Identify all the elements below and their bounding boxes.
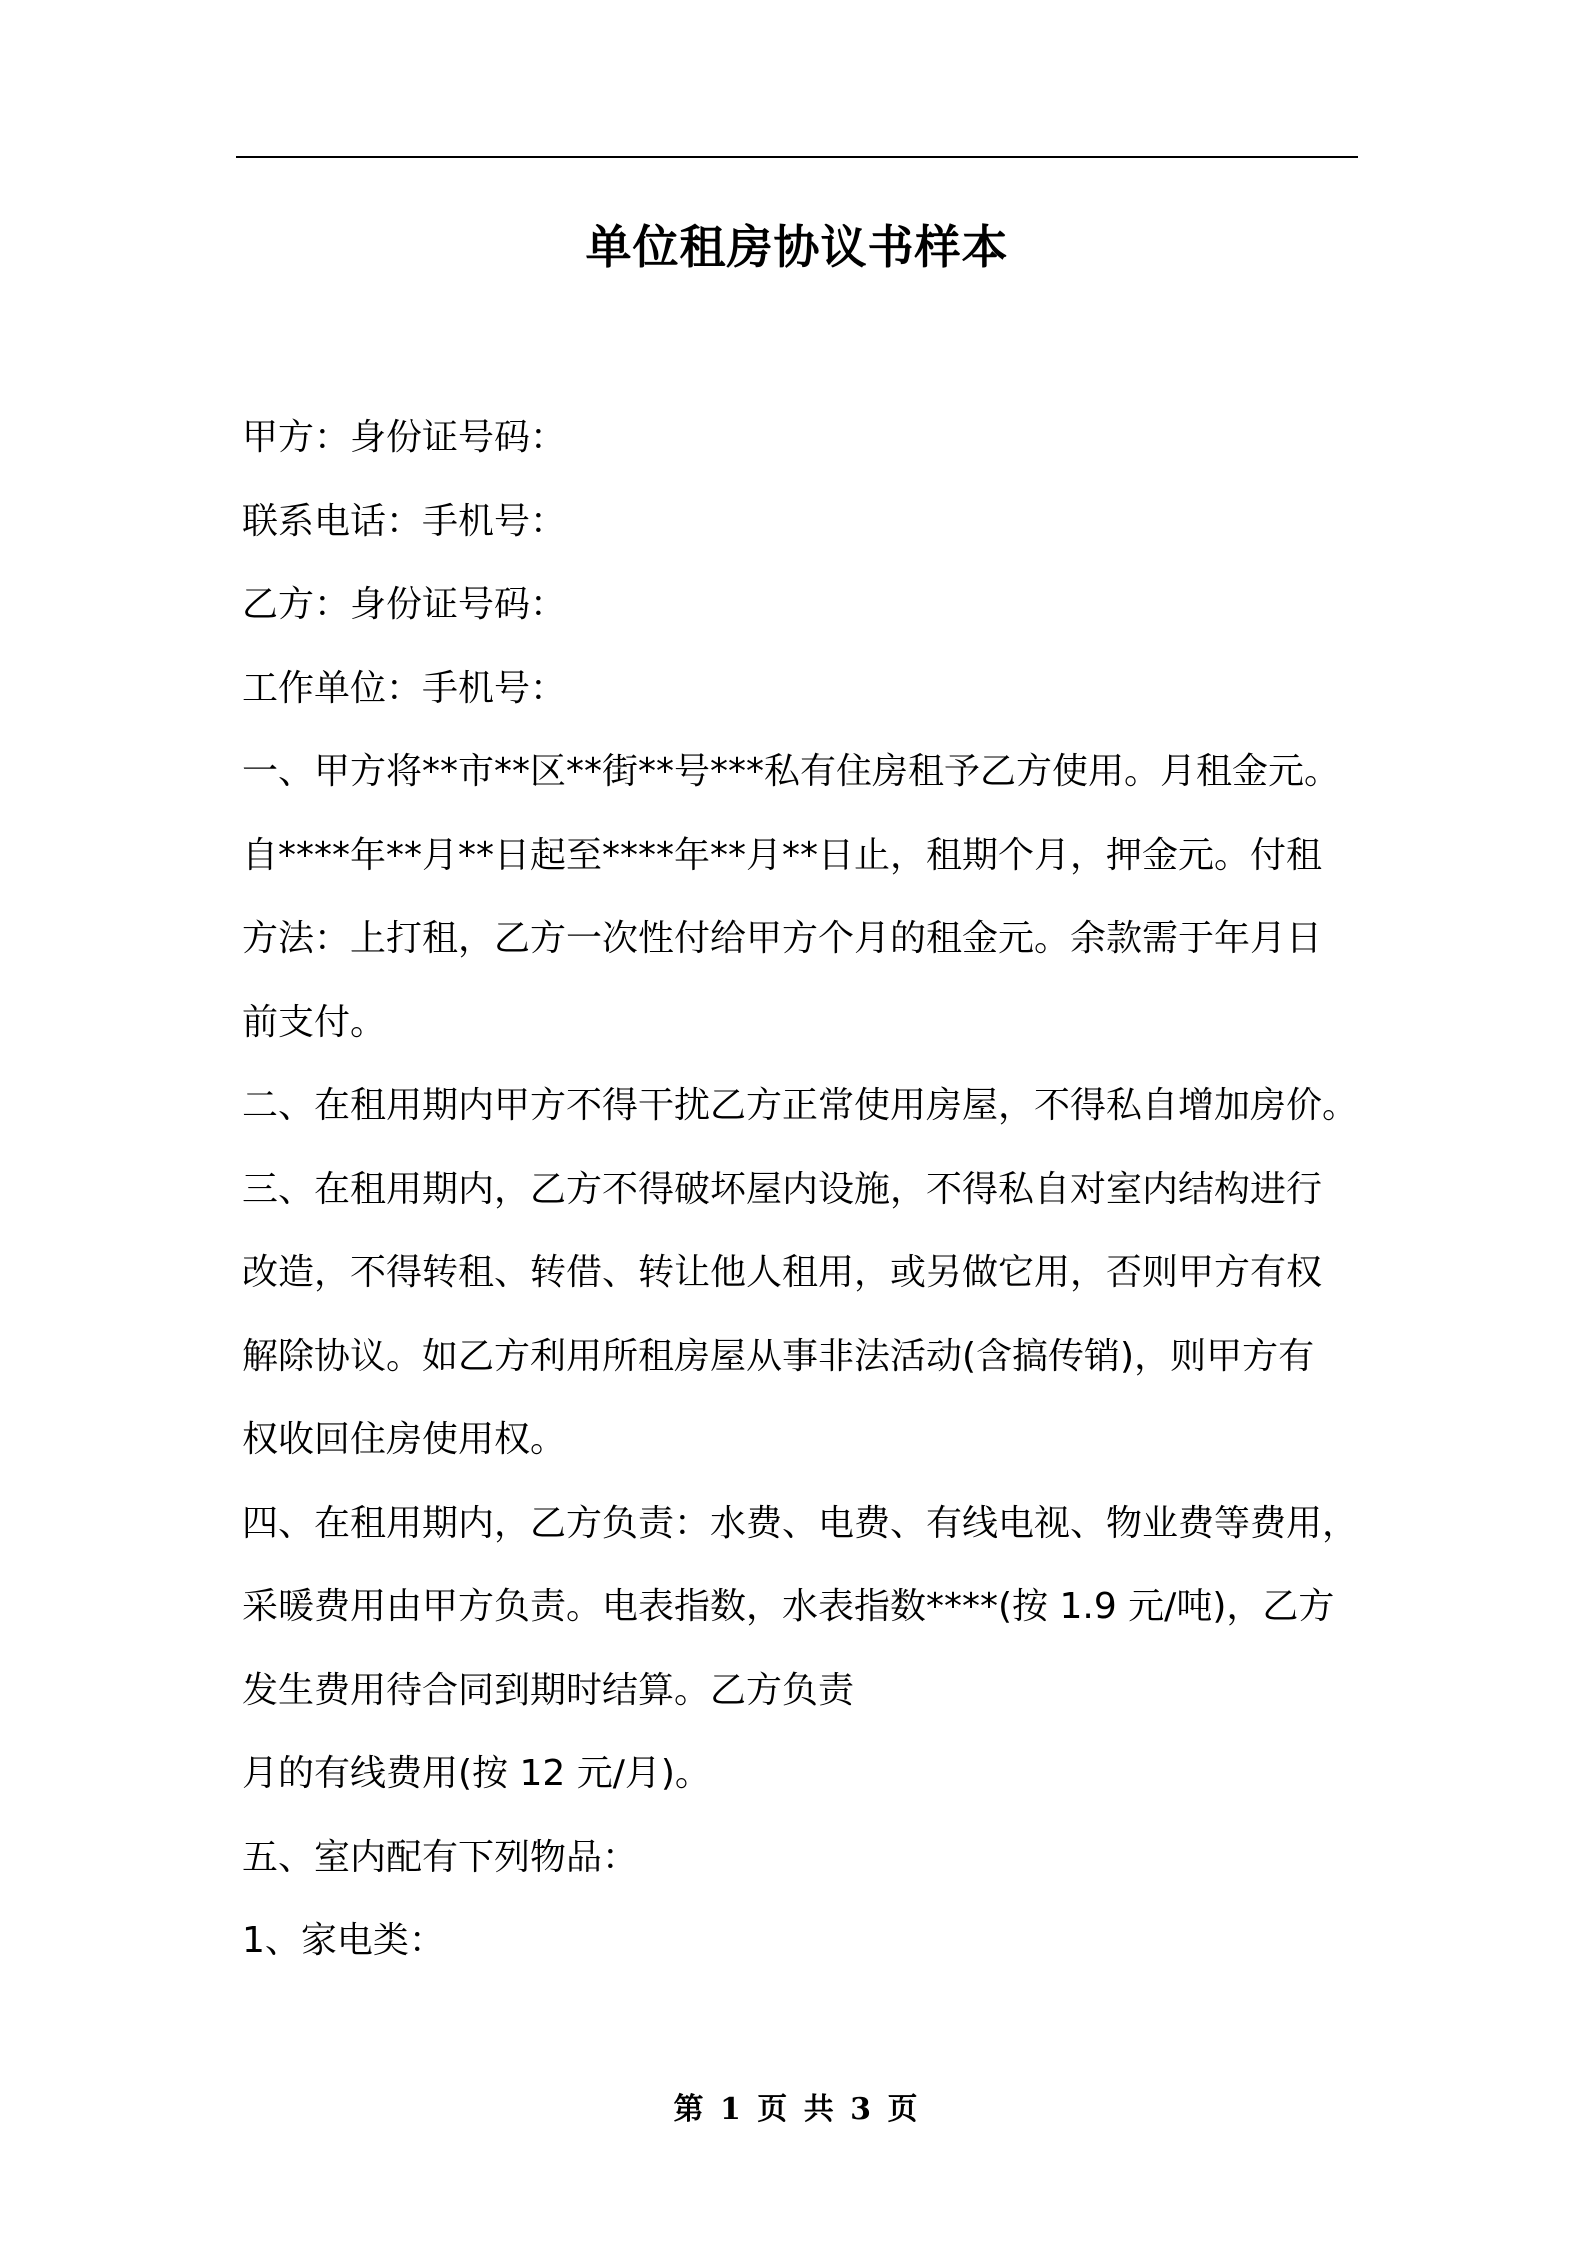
clause-2-line-1: 二、在租用期内甲方不得干扰乙方正常使用房屋，不得私自增加房价。 bbox=[242, 1085, 1359, 1126]
clause-1-line-4: 前支付。 bbox=[242, 1001, 387, 1043]
clause-1-line-1: 一、甲方将**市**区**街**号***私有住房租予乙方使用。月租金元。 bbox=[242, 751, 1341, 792]
clause-4-line-1: 四、在租用期内，乙方负责：水费、电费、有线电视、物业费等费用， bbox=[242, 1502, 1359, 1544]
clause-1-line-3: 方法：上打租，乙方一次性付给甲方个月的租金元。余款需于年月日 bbox=[242, 918, 1323, 959]
party-b-line: 乙方：身份证号码： bbox=[242, 584, 567, 625]
clause-3-line-1: 三、在租用期内，乙方不得破坏屋内设施，不得私自对室内结构进行 bbox=[242, 1168, 1323, 1210]
header-rule bbox=[236, 156, 1358, 158]
page-number-footer: 第 1 页 共 3 页 bbox=[673, 2092, 921, 2127]
appliance-category-line: 1、家电类： bbox=[242, 1920, 445, 1961]
contact-phone-line: 联系电话：手机号： bbox=[242, 500, 567, 542]
work-unit-line: 工作单位：手机号： bbox=[242, 667, 567, 709]
clause-3-line-2: 改造，不得转租、转借、转让他人租用，或另做它用，否则甲方有权 bbox=[242, 1252, 1323, 1293]
clause-5-line-1: 五、室内配有下列物品： bbox=[242, 1836, 639, 1878]
document-title: 单位租房协议书样本 bbox=[585, 220, 1009, 274]
clause-4-line-3: 发生费用待合同到期时结算。乙方负责 bbox=[242, 1669, 855, 1711]
clause-3-line-4: 权收回住房使用权。 bbox=[242, 1419, 567, 1460]
clause-1-line-2: 自****年**月**日起至****年**月**日止，租期个月，押金元。付租 bbox=[242, 834, 1323, 876]
document-body bbox=[242, 396, 1362, 1983]
clause-4-line-2: 采暖费用由甲方负责。电表指数，水表指数****(按 1.9 元/吨)，乙方 bbox=[242, 1586, 1335, 1627]
clause-4-line-4: 月的有线费用(按 12 元/月)。 bbox=[242, 1753, 711, 1794]
party-a-line: 甲方：身份证号码： bbox=[242, 417, 567, 458]
clause-3-line-3: 解除协议。如乙方利用所租房屋从事非法活动(含搞传销)，则甲方有 bbox=[242, 1335, 1315, 1377]
